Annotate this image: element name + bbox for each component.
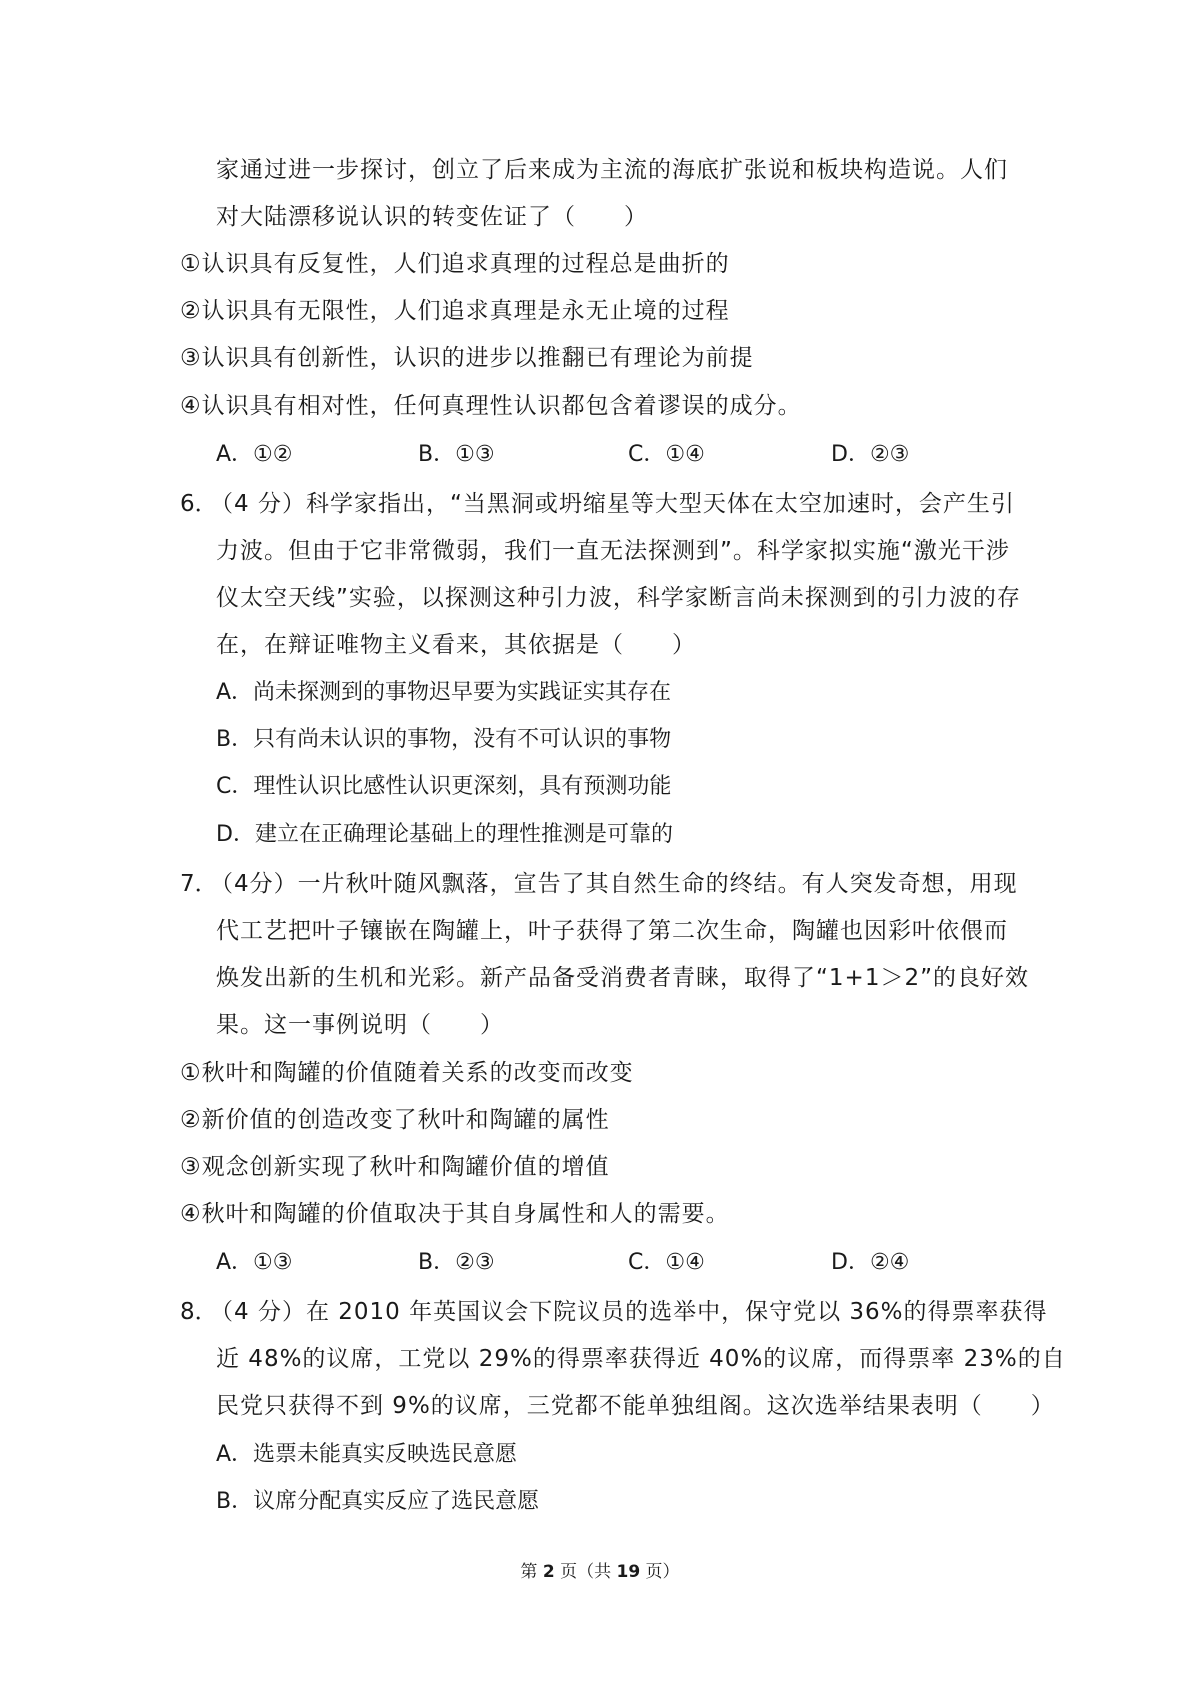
- q7-option-d: D．②④: [831, 1250, 910, 1275]
- q6-option-a: A．尚未探测到的事物迟早要为实践证实其存在: [216, 680, 672, 705]
- q5-statement-4: ④认识具有相对性，任何真理性认识都包含着谬误的成分。: [180, 393, 802, 419]
- q5-stem-line-2: 对大陆漂移说认识的转变佐证了（ ）: [216, 204, 648, 230]
- q7-stem-line-3: 焕发出新的生机和光彩。新产品备受消费者青睐，取得了“1+1＞2”的良好效: [216, 965, 1030, 991]
- q7-option-b: B．②③: [418, 1250, 495, 1275]
- footer-prefix: 第: [520, 1562, 543, 1582]
- q6-number: 6．: [180, 491, 218, 517]
- q5-statement-3: ③认识具有创新性，认识的进步以推翻已有理论为前提: [180, 345, 754, 371]
- q6-stem-line-4: 在，在辩证唯物主义看来，其依据是（ ）: [216, 632, 696, 658]
- footer-suffix: 页）: [640, 1562, 680, 1582]
- q6-option-d: D．建立在正确理论基础上的理性推测是可靠的: [216, 822, 673, 847]
- q8-stem-line-3: 民党只获得不到 9%的议席，三党都不能单独组阁。这次选举结果表明（ ）: [216, 1393, 1055, 1419]
- q7-number: 7．: [180, 871, 218, 897]
- q8-stem-line-2: 近 48%的议席，工党以 29%的得票率获得近 40%的议席，而得票率 23%的自: [216, 1346, 1066, 1372]
- q5-option-a: A．①②: [216, 442, 293, 467]
- footer-middle: 页（共: [554, 1562, 617, 1582]
- q7-statement-2: ②新价值的创造改变了秋叶和陶罐的属性: [180, 1107, 610, 1133]
- q8-option-b: B．议席分配真实反应了选民意愿: [216, 1489, 540, 1514]
- q8-stem-line-1: （4 分）在 2010 年英国议会下院议员的选举中，保守党以 36%的得票率获得: [210, 1299, 1048, 1325]
- footer-page-number: 2: [542, 1562, 555, 1582]
- q5-statement-1: ①认识具有反复性，人们追求真理的过程总是曲折的: [180, 251, 730, 277]
- q7-option-c: C．①④: [628, 1250, 705, 1275]
- q6-stem-line-2: 力波。但由于它非常微弱，我们一直无法探测到”。科学家拟实施“激光干涉: [216, 538, 1010, 564]
- q7-option-a: A．①③: [216, 1250, 293, 1275]
- q6-stem-line-1: （4 分）科学家指出，“当黑洞或坍缩星等大型天体在太空加速时，会产生引: [210, 491, 1015, 517]
- q7-statement-4: ④秋叶和陶罐的价值取决于其自身属性和人的需要。: [180, 1201, 730, 1227]
- q5-option-c: C．①④: [628, 442, 705, 467]
- q7-stem-line-2: 代工艺把叶子镶嵌在陶罐上，叶子获得了第二次生命，陶罐也因彩叶依偎而: [216, 918, 1008, 944]
- q6-option-b: B．只有尚未认识的事物，没有不可认识的事物: [216, 727, 672, 752]
- q5-statement-2: ②认识具有无限性，人们追求真理是永无止境的过程: [180, 298, 730, 324]
- q8-option-a: A．选票未能真实反映选民意愿: [216, 1442, 518, 1467]
- q7-stem-line-1: （4分）一片秋叶随风飘落，宣告了其自然生命的终结。有人突发奇想，用现: [210, 871, 1018, 897]
- q6-option-c: C．理性认识比感性认识更深刻，具有预测功能: [216, 774, 672, 799]
- q8-number: 8．: [180, 1299, 218, 1325]
- q5-option-d: D．②③: [831, 442, 910, 467]
- q5-stem-line-1: 家通过进一步探讨，创立了后来成为主流的海底扩张说和板块构造说。人们: [216, 157, 1008, 183]
- footer-total-pages: 19: [616, 1562, 641, 1582]
- q7-statement-3: ③观念创新实现了秋叶和陶罐价值的增值: [180, 1154, 610, 1180]
- q5-option-b: B．①③: [418, 442, 495, 467]
- q6-stem-line-3: 仪太空天线”实验，以探测这种引力波，科学家断言尚未探测到的引力波的存: [216, 585, 1021, 611]
- page-footer: [0, 1560, 1200, 1584]
- q7-stem-line-4: 果。这一事例说明（ ）: [216, 1012, 504, 1038]
- q7-statement-1: ①秋叶和陶罐的价值随着关系的改变而改变: [180, 1060, 634, 1086]
